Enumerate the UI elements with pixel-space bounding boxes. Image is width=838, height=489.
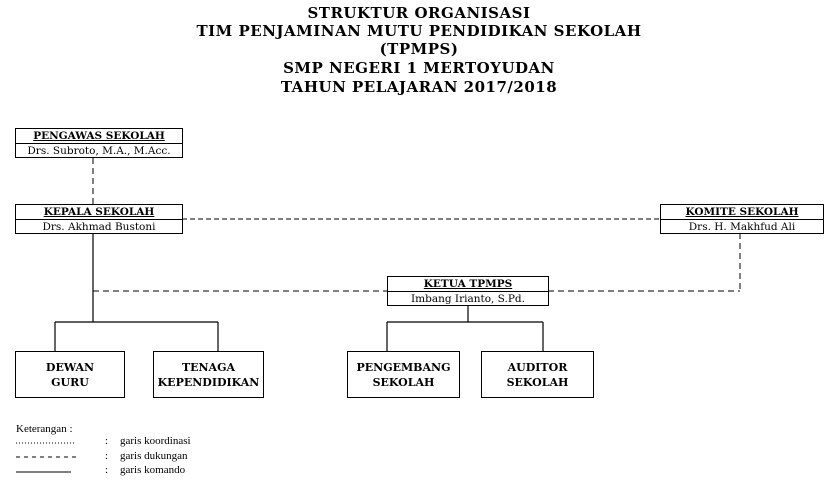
node-kepala-sekolah — [15, 204, 183, 234]
node-tenaga-kependidikan — [153, 351, 264, 398]
title-line-5: TAHUN PELAJARAN 2017/2018 — [280, 78, 558, 96]
node-komite-sekolah — [660, 204, 824, 234]
node-pengembang-line1: PENGEMBANG — [356, 360, 451, 374]
legend-title: Keterangan : — [16, 423, 73, 435]
node-komite-role: KOMITE SEKOLAH — [685, 206, 799, 218]
title-line-1: STRUKTUR ORGANISASI — [307, 4, 531, 22]
legend-label-komando: garis komando — [120, 464, 186, 476]
node-pengembang-sekolah — [347, 351, 460, 398]
node-ketua-name: Imbang Irianto, S.Pd. — [388, 291, 548, 306]
node-dewan-line1: DEWAN — [45, 360, 95, 374]
node-dewan-guru — [15, 351, 125, 398]
node-ketua-tpmps — [387, 276, 549, 306]
title-line-2: TIM PENJAMINAN MUTU PENDIDIKAN SEKOLAH — [196, 22, 642, 40]
legend-symbols — [16, 435, 78, 479]
title-line-3: (TPMPS) — [379, 40, 459, 58]
node-pengawas-sekolah — [15, 128, 183, 158]
legend-label-koordinasi: garis koordinasi — [120, 435, 191, 447]
node-ketua-role: KETUA TPMPS — [423, 278, 513, 290]
title-line-4: SMP NEGERI 1 MERTOYUDAN — [283, 59, 555, 77]
node-kepala-role: KEPALA SEKOLAH — [43, 206, 155, 218]
node-pengawas-role: PENGAWAS SEKOLAH — [33, 130, 165, 142]
node-auditor-line2: SEKOLAH — [506, 375, 569, 389]
legend-sep-1: : — [105, 435, 109, 447]
node-dewan-line2: GURU — [51, 375, 89, 389]
node-komite-name: Drs. H. Makhfud Ali — [661, 219, 823, 234]
node-tenaga-line1: TENAGA — [181, 360, 236, 374]
node-pengembang-line2: SEKOLAH — [372, 375, 435, 389]
node-kepala-name: Drs. Akhmad Bustoni — [16, 219, 182, 234]
legend-sep-3: : — [105, 464, 109, 476]
node-tenaga-line2: KEPENDIDIKAN — [157, 375, 260, 389]
node-auditor-sekolah — [481, 351, 594, 398]
node-auditor-line1: AUDITOR — [507, 360, 568, 374]
legend-sep-2: : — [105, 450, 109, 462]
legend-label-dukungan: garis dukungan — [120, 450, 188, 462]
node-pengawas-name: Drs. Subroto, M.A., M.Acc. — [16, 143, 182, 158]
